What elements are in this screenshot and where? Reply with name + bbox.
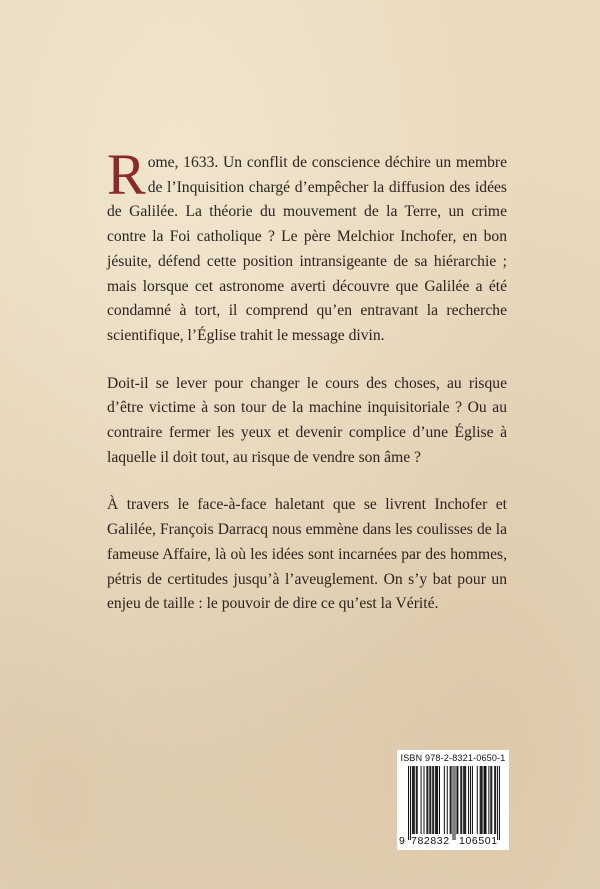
blurb-paragraph-2: Doit-il se lever pour changer le cours des choses, au risque d’être victime à son tour de la machine inquisitoriale ? Ou au contraire fermer les yeux et devenir complice d’une Église à laquelle il doit tout, au risque de vendre son âme ? — [107, 374, 507, 466]
barcode-bar — [465, 766, 466, 834]
barcode-bar — [457, 766, 458, 834]
barcode-bar — [456, 766, 457, 834]
blurb — [107, 142, 507, 640]
barcode-bar — [435, 766, 436, 834]
barcode-bar — [480, 766, 481, 834]
barcode-bar — [497, 766, 498, 840]
barcode-bar — [423, 766, 424, 834]
barcode-bar — [414, 766, 415, 834]
barcode-digit-first: 9 — [399, 835, 405, 847]
barcode-bar — [460, 766, 461, 834]
barcode-bar — [413, 766, 414, 834]
barcode-bar — [450, 766, 451, 834]
barcode-bar — [410, 766, 411, 840]
barcode-bar — [499, 766, 500, 840]
barcode-bar — [433, 766, 434, 834]
barcode-bar — [481, 766, 482, 834]
barcode-bar — [453, 766, 454, 840]
barcode-bar — [485, 766, 486, 834]
barcode-digits-left: 782832 — [411, 835, 450, 847]
barcode-bar — [444, 766, 445, 834]
barcode-bar — [461, 766, 462, 834]
barcode-bar — [437, 766, 438, 834]
barcode-bar — [490, 766, 491, 834]
barcode-bar — [484, 766, 485, 834]
barcode-bar — [447, 766, 448, 834]
blurb-paragraph-1 — [107, 142, 507, 349]
barcode-bar — [485, 766, 486, 834]
barcode-bar — [454, 766, 455, 840]
barcode-bar — [429, 766, 430, 834]
barcode-bar — [488, 766, 489, 834]
barcode-bar — [432, 766, 433, 834]
barcode-bar — [495, 766, 496, 834]
barcode-bar — [451, 766, 452, 834]
barcode-bar — [427, 766, 428, 834]
barcode-bar — [470, 766, 471, 834]
barcode-bar — [421, 766, 422, 834]
barcode-bar — [439, 766, 440, 834]
barcode-bar — [430, 766, 431, 834]
barcode-bar — [412, 766, 413, 834]
barcode-bar — [426, 766, 427, 834]
barcode-bar — [494, 766, 495, 834]
barcode-digits — [397, 835, 509, 849]
barcode-bar — [417, 766, 418, 834]
barcode-bar — [436, 766, 437, 834]
isbn-label: ISBN 978-2-8321-0650-1 — [400, 753, 506, 763]
drop-cap: R — [107, 142, 146, 207]
barcode-bar — [482, 766, 483, 834]
barcode-bar — [491, 766, 492, 834]
barcode-bars — [408, 766, 500, 840]
barcode-bar — [408, 766, 409, 840]
barcode-bar — [416, 766, 417, 834]
barcode-bar — [463, 766, 464, 834]
barcode-digits-right: 106501 — [459, 835, 498, 847]
barcode-bar — [464, 766, 465, 834]
barcode-bar — [472, 766, 473, 834]
barcode-bar — [477, 766, 478, 834]
barcode-bar — [468, 766, 469, 834]
isbn-barcode — [397, 750, 509, 850]
blurb-paragraph-1-text: ome, 1633. Un conflit de conscience déchire un membre de l’Inquisition chargé d’empêcher la diffusion des idées de Galilée. La théorie du mouvement de la Terre, un crime contre la Foi catholique ? Le père Melchior Inchofer, en bon jésuite, défend cette position intransigeante de sa hiérarchie ; mais lorsque cet astronome averti découvre que Galilée a été condamné à tort, il comprend qu’en entravant la recherche scientifique, l’Église trahit le message divin. — [107, 154, 507, 344]
blurb-paragraph-3: À travers le face-à-face haletant que se livrent Inchofer et Galilée, François Darracq nous emmène dans les coulisses de la fameuse Affaire, là où les idées sont incarnées par des hommes, pétris de certitudes jusqu’à l’aveuglement. On s’y bat pour un enjeu de taille : le pouvoir de dire ce qu’est la Vérité. — [107, 496, 507, 613]
